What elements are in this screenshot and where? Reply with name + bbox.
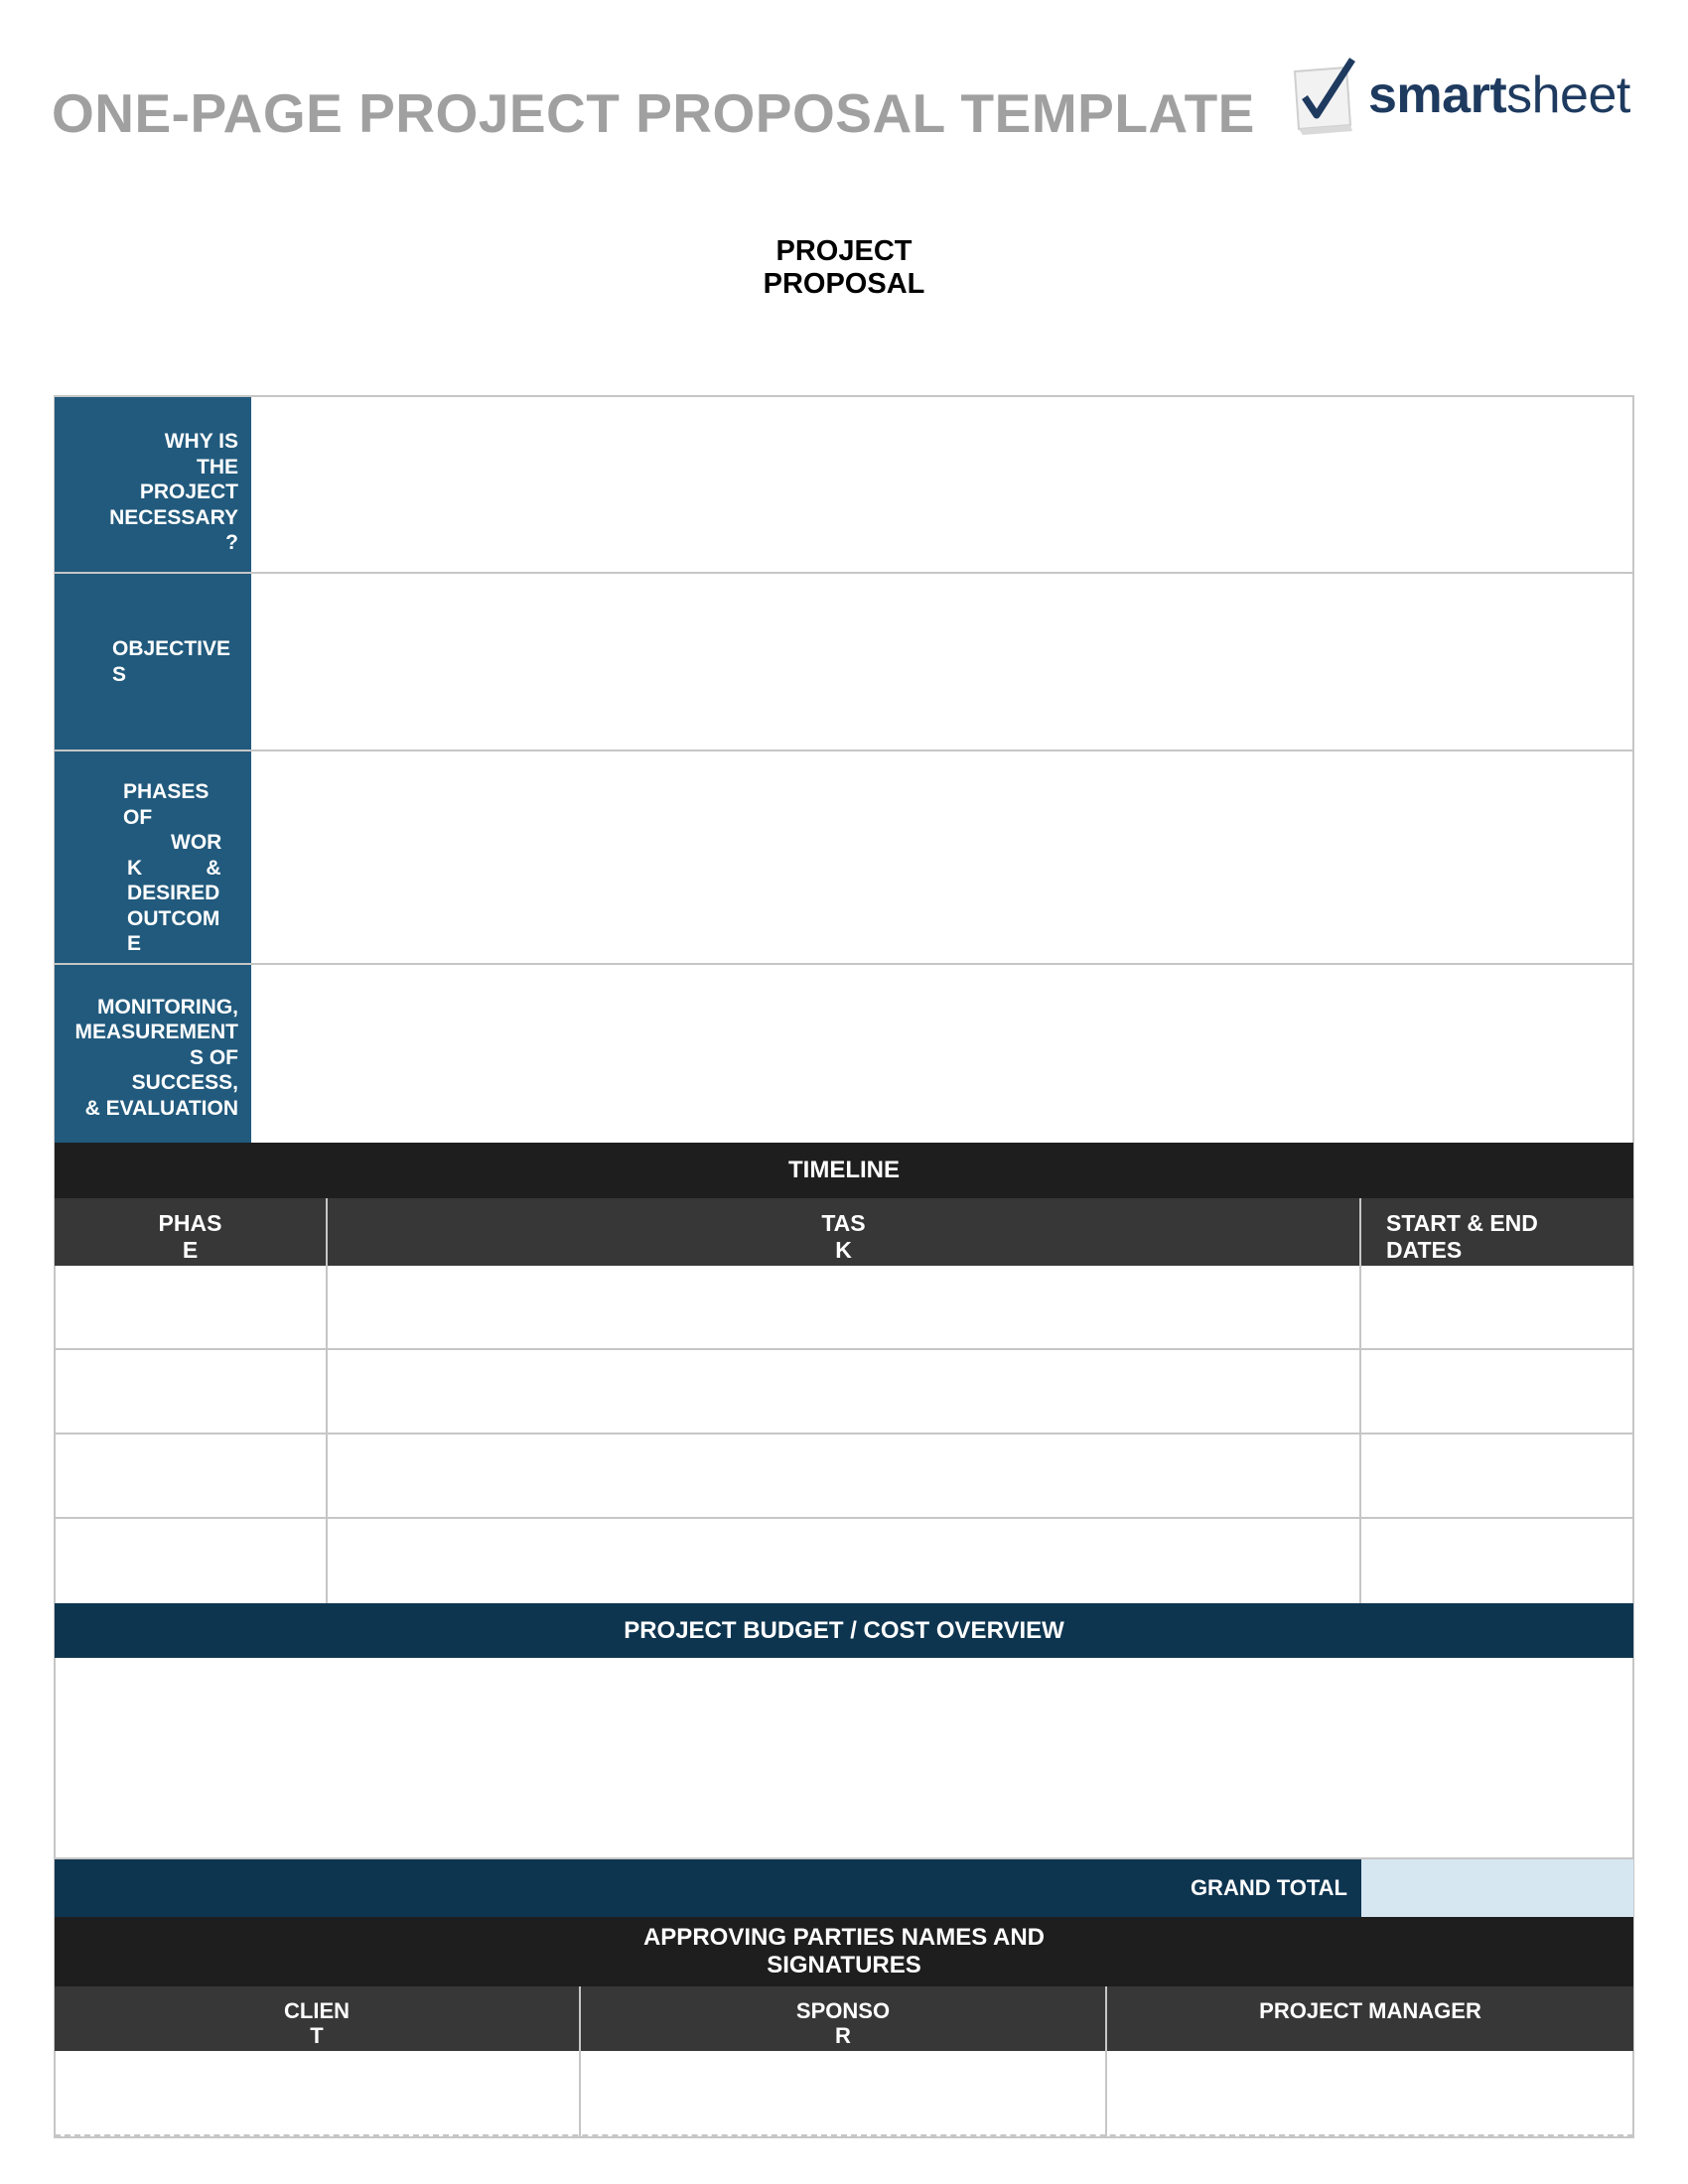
header-line: TAS	[821, 1210, 866, 1236]
label-line: OBJECTIVE	[112, 637, 231, 660]
table-row	[55, 1350, 1633, 1434]
phase-cell[interactable]	[55, 1266, 328, 1348]
column-header-project-manager	[1107, 1986, 1633, 2051]
checkmark-icon	[1291, 58, 1360, 137]
column-header-sponsor	[581, 1986, 1107, 2051]
heading-line: PROJECT	[775, 235, 913, 267]
task-cell[interactable]	[328, 1434, 1361, 1517]
table-row	[55, 1266, 1633, 1350]
row-label	[55, 574, 251, 750]
answer-field[interactable]	[251, 965, 1633, 1143]
logo-wordmark: smartsheet	[1368, 67, 1630, 124]
approvals-header-row	[55, 1986, 1633, 2051]
proposal-heading	[0, 235, 1688, 301]
timeline-header-row	[55, 1198, 1633, 1266]
grand-total-value[interactable]	[1361, 1859, 1633, 1917]
dates-cell[interactable]	[1361, 1519, 1633, 1603]
approvals-title	[55, 1917, 1633, 1986]
client-signature-field[interactable]	[55, 2051, 581, 2136]
answer-field[interactable]	[251, 751, 1633, 963]
phase-cell[interactable]	[55, 1350, 328, 1433]
table-row	[55, 1519, 1633, 1603]
budget-body[interactable]	[55, 1658, 1633, 1859]
row-label	[55, 751, 251, 963]
label-line: NECESSARY	[109, 505, 238, 529]
question-row-monitoring	[55, 965, 1633, 1143]
header-line: E	[182, 1237, 199, 1263]
header-line: CLIEN	[284, 1998, 350, 2023]
header-line: SPONSO	[795, 1998, 891, 2023]
label-line: WOR	[171, 831, 222, 855]
question-row-objectives	[55, 574, 1633, 751]
question-row-phases	[55, 751, 1633, 965]
phase-cell[interactable]	[55, 1519, 328, 1603]
label-line: DESIRED	[127, 882, 220, 905]
label-line: SUCCESS,	[131, 1071, 238, 1095]
title-line: APPROVING PARTIES NAMES AND	[642, 1924, 1046, 1951]
phase-cell[interactable]	[55, 1434, 328, 1517]
timeline-title: TIMELINE	[55, 1143, 1633, 1198]
label-line: PROJECT	[139, 480, 238, 504]
signature-row	[55, 2051, 1633, 2136]
label-line: OUTCOM	[127, 906, 220, 930]
budget-title: PROJECT BUDGET / COST OVERVIEW	[55, 1603, 1633, 1658]
label-line: & EVALUATION	[84, 1096, 238, 1120]
label-line: K &	[127, 856, 221, 880]
task-cell[interactable]	[328, 1266, 1361, 1348]
label-line: THE	[197, 455, 238, 478]
project-manager-signature-field[interactable]	[1107, 2051, 1633, 2136]
header-line: PROJECT MANAGER	[1259, 1998, 1481, 2023]
header-line: PHAS	[158, 1210, 222, 1236]
answer-field[interactable]	[251, 574, 1633, 750]
heading-line: PROPOSAL	[763, 268, 925, 300]
label-line: PHASES	[123, 780, 210, 804]
grand-total-row	[55, 1859, 1633, 1917]
page-title: ONE-PAGE PROJECT PROPOSAL TEMPLATE	[52, 82, 1255, 144]
label-line: ?	[225, 531, 238, 555]
row-label	[55, 965, 251, 1143]
answer-field[interactable]	[251, 397, 1633, 572]
label-line: MONITORING,	[97, 995, 238, 1019]
header-line: R	[835, 2023, 851, 2048]
header-line: START & END	[1386, 1210, 1538, 1236]
question-row-necessity	[55, 397, 1633, 574]
dates-cell[interactable]	[1361, 1350, 1633, 1433]
header-line: T	[310, 2023, 324, 2048]
header-line: K	[835, 1237, 852, 1263]
label-line: S	[112, 662, 127, 686]
label-line: E	[127, 932, 142, 956]
table-row	[55, 1434, 1633, 1519]
label-line: MEASUREMENT	[74, 1021, 238, 1044]
header-line: DATES	[1386, 1237, 1463, 1263]
task-cell[interactable]	[328, 1519, 1361, 1603]
column-header-phase	[55, 1198, 328, 1266]
column-header-dates	[1361, 1198, 1633, 1266]
label-line: WHY IS	[164, 430, 238, 454]
smartsheet-logo	[1291, 58, 1633, 137]
column-header-task	[328, 1198, 1361, 1266]
row-label	[55, 397, 251, 572]
label-line: OF	[123, 805, 153, 829]
grand-total-label: GRAND TOTAL	[55, 1859, 1361, 1917]
sponsor-signature-field[interactable]	[581, 2051, 1107, 2136]
column-header-client	[55, 1986, 581, 2051]
title-line: SIGNATURES	[767, 1952, 921, 1979]
page-break-divider	[55, 2134, 1633, 2136]
dates-cell[interactable]	[1361, 1266, 1633, 1348]
label-line: S OF	[189, 1045, 238, 1069]
dates-cell[interactable]	[1361, 1434, 1633, 1517]
task-cell[interactable]	[328, 1350, 1361, 1433]
